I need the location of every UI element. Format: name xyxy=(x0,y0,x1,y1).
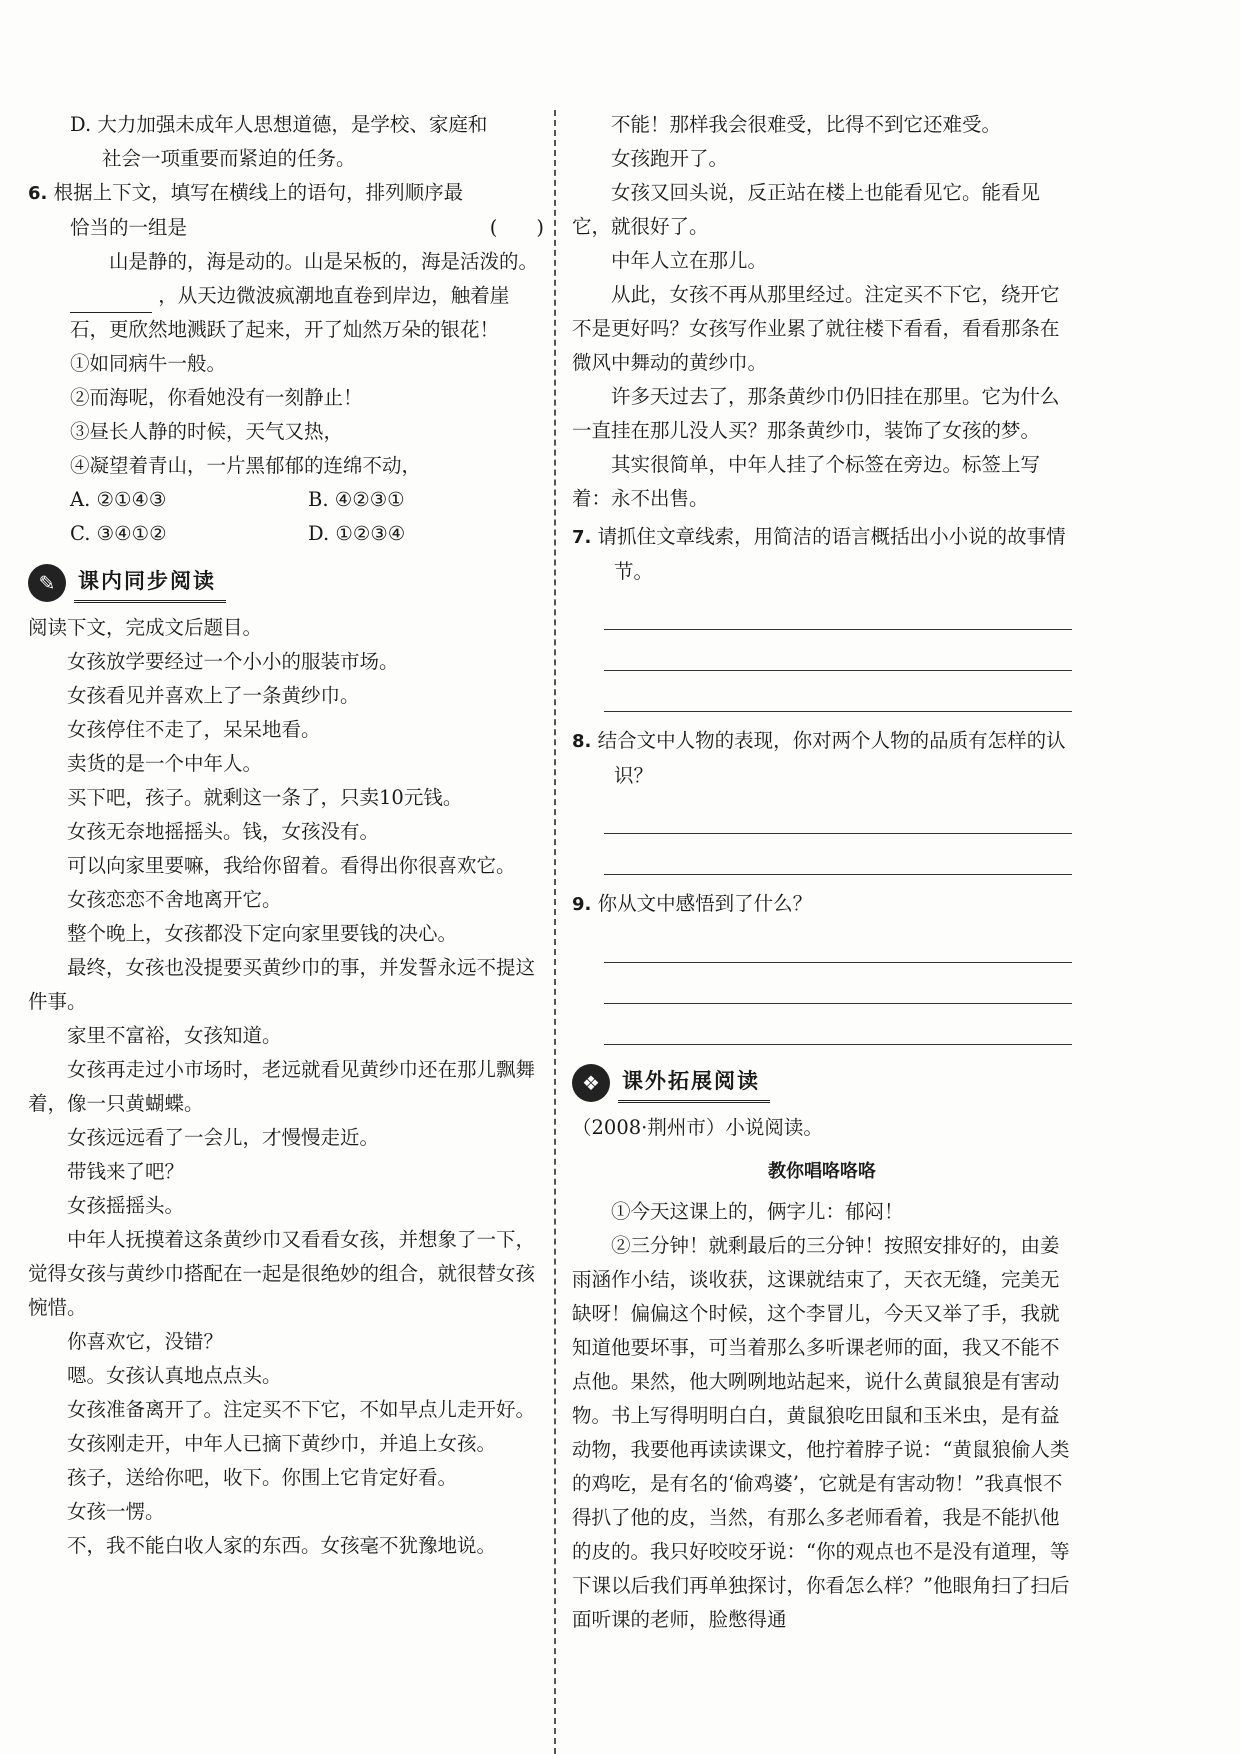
story-paragraph: 不能！那样我会很难受，比得不到它还难受。 xyxy=(611,113,1002,136)
story-paragraph: 中年人立在那儿。 xyxy=(611,249,768,272)
story-paragraph: 女孩看见并喜欢上了一条黄纱巾。 xyxy=(67,684,360,707)
story-paragraph: 女孩刚走开，中年人已摘下黄纱巾，并追上女孩。 xyxy=(67,1432,497,1455)
story-paragraph: 女孩放学要经过一个小小的服装市场。 xyxy=(67,650,399,673)
answer-paren[interactable]: ( ) xyxy=(489,216,544,239)
book-mascot-icon: ❖ xyxy=(572,1064,610,1102)
story-paragraph: 女孩无奈地摇摇头。钱，女孩没有。 xyxy=(67,820,380,843)
story-paragraph: 中年人抚摸着这条黄纱巾又看看女孩，并想象了一下，觉得女孩与黄纱巾搭配在一起是很绝妙的组合，就很替女孩惋惜。 xyxy=(28,1228,536,1319)
story-paragraph: 女孩跑开了。 xyxy=(611,147,729,170)
story-paragraph: 嗯。女孩认真地点点头。 xyxy=(67,1364,282,1387)
story-paragraph: 女孩一愣。 xyxy=(67,1500,165,1523)
story-paragraph: 女孩停住不走了，呆呆地看。 xyxy=(67,718,321,741)
story-paragraph: 最终，女孩也没提要买黄纱巾的事，并发誓永远不提这件事。 xyxy=(28,956,536,1013)
q6-option-a[interactable]: A. ②①④③ xyxy=(70,488,167,511)
story-paragraph: 孩子，送给你吧，收下。你围上它肯定好看。 xyxy=(67,1466,458,1489)
question-9-number: 9. xyxy=(572,894,592,915)
story-paragraph: 家里不富裕，女孩知道。 xyxy=(67,1024,282,1047)
section-header-in-class xyxy=(28,559,548,607)
option-d-line2: 社会一项重要而紧迫的任务。 xyxy=(102,147,356,170)
story-paragraph: ②三分钟！就剩最后的三分钟！按照安排好的，由姜雨涵作小结，谈收获，这课就结束了，天衣无缝，完美无缺呀！偏偏这个时候，这个李冒儿，今天又举了手，我就知道他要坏事，可当着那么多听课老师的面，我又不能不点他。果然，他大咧咧地站起来，说什么黄鼠狼是有害动物。书上写得明明白白，黄鼠狼吃田鼠和玉米虫，是有益动物，我要他再读读课文，他拧着脖子说：“黄鼠狼偷人类的鸡吃，是有名的‘偷鸡婆’，它就是有害动物！”我真恨不得扒了他的皮，当然，有那么多老师看着，我是不能扒他的皮的。我只好咬咬牙说：“你的观点也不是没有道理，等下课以后我们再单独探讨，你看怎么样？”他眼角扫了扫后面听课的老师，脸憋得通 xyxy=(572,1234,1070,1631)
story-paragraph: 带钱来了吧？ xyxy=(67,1160,185,1183)
story-paragraph: 买下吧，孩子。就剩这一条了，只卖10元钱。 xyxy=(67,786,463,809)
article-title: 教你唱咯咯咯 xyxy=(768,1161,876,1182)
question-8 xyxy=(572,724,1072,793)
story-text-continued xyxy=(572,108,1072,516)
story-paragraph: 女孩远远看了一会儿，才慢慢走近。 xyxy=(67,1126,380,1149)
story-paragraph: 女孩准备离开了。注定买不下它，不如早点儿走开好。 xyxy=(67,1398,536,1421)
question-7-number: 7. xyxy=(572,527,592,548)
answer-line[interactable] xyxy=(604,589,1072,630)
q6-options-row-1 xyxy=(28,483,548,517)
story-paragraph: 女孩摇摇头。 xyxy=(67,1194,185,1217)
q6-option-b[interactable]: B. ④②③① xyxy=(308,488,405,511)
section-header-extended xyxy=(572,1059,1072,1107)
passage-part1: 山是静的，海是动的。山是呆板的，海是活泼的。 xyxy=(109,250,539,273)
q6-option-d[interactable]: D. ①②③④ xyxy=(308,522,406,545)
story-paragraph: ①今天这课上的，俩字儿：郁闷！ xyxy=(611,1200,904,1223)
story-paragraph: 女孩又回头说，反正站在楼上也能看见它。能看见它，就很好了。 xyxy=(572,181,1041,238)
question-6 xyxy=(28,176,548,211)
question-7-text: 请抓住文章线索，用简洁的语言概括出小小说的故事情节。 xyxy=(597,525,1066,583)
answer-line[interactable] xyxy=(604,793,1072,834)
story-text xyxy=(28,645,548,1563)
story-paragraph: 许多天过去了，那条黄纱巾仍旧挂在那里。它为什么一直挂在那儿没人买？那条黄纱巾，装饰了女孩的梦。 xyxy=(572,385,1060,442)
question-9 xyxy=(572,887,1072,922)
answer-line[interactable] xyxy=(604,630,1072,671)
passage-part2: ，从天边微波疯潮地直卷到岸边，触着崖石，更欣然地溅跃了起来，开了灿然万朵的银花！ xyxy=(70,284,510,341)
story-paragraph: 你喜欢它，没错？ xyxy=(67,1330,224,1353)
fill-blank[interactable] xyxy=(70,290,152,313)
question-6-text-line1: 根据上下文，填写在横线上的语句，排列顺序最 xyxy=(53,181,464,204)
story-paragraph: 卖货的是一个中年人。 xyxy=(67,752,263,775)
story-paragraph: 其实很简单，中年人挂了个标签在旁边。标签上写着：永不出售。 xyxy=(572,453,1041,510)
reading-intro: 阅读下文，完成文后题目。 xyxy=(28,616,263,639)
reading-mascot-icon: ✎ xyxy=(28,564,66,602)
right-column xyxy=(572,108,1072,1637)
story-paragraph: 可以向家里要嘛，我给你留着。看得出你很喜欢它。 xyxy=(67,854,516,877)
option-d-line1: D. 大力加强未成年人思想道德，是学校、家庭和 xyxy=(70,113,488,136)
section-title: 课外拓展阅读 xyxy=(618,1064,770,1103)
story-paragraph: 女孩恋恋不舍地离开它。 xyxy=(67,888,282,911)
q6-option-c[interactable]: C. ③④①② xyxy=(70,522,167,545)
question-6-text-line2: 恰当的一组是 xyxy=(70,216,188,239)
q6-item: ③昼长人静的时候，天气又热， xyxy=(70,420,344,443)
section-title: 课内同步阅读 xyxy=(74,564,226,603)
article-text xyxy=(572,1195,1072,1637)
q6-item: ①如同病牛一般。 xyxy=(70,352,227,375)
answer-line[interactable] xyxy=(604,963,1072,1004)
question-6-line2 xyxy=(28,211,548,245)
question-9-text: 你从文中感悟到了什么？ xyxy=(597,892,813,915)
question-8-text: 结合文中人物的表现，你对两个人物的品质有怎样的认识？ xyxy=(597,729,1066,787)
question-8-number: 8. xyxy=(572,731,592,752)
source-line: （2008·荆州市）小说阅读。 xyxy=(572,1116,823,1139)
answer-line[interactable] xyxy=(604,1004,1072,1045)
answer-line[interactable] xyxy=(604,834,1072,875)
story-paragraph: 女孩再走过小市场时，老远就看见黄纱巾还在那儿飘舞着，像一只黄蝴蝶。 xyxy=(28,1058,536,1115)
question-6-number: 6. xyxy=(28,183,48,204)
question-7 xyxy=(572,520,1072,589)
q6-item: ④凝望着青山，一片黑郁郁的连绵不动， xyxy=(70,454,422,477)
column-divider xyxy=(554,110,556,1754)
q6-options-row-2 xyxy=(28,517,548,551)
story-paragraph: 不，我不能白收人家的东西。女孩毫不犹豫地说。 xyxy=(67,1534,497,1557)
story-paragraph: 从此，女孩不再从那里经过。注定买不下它，绕开它不是更好吗？女孩写作业累了就往楼下看看，看看那条在微风中舞动的黄纱巾。 xyxy=(572,283,1060,374)
story-paragraph: 整个晚上，女孩都没下定向家里要钱的决心。 xyxy=(67,922,458,945)
answer-line[interactable] xyxy=(604,922,1072,963)
answer-line[interactable] xyxy=(604,671,1072,712)
q6-item: ②而海呢，你看她没有一刻静止！ xyxy=(70,386,363,409)
left-column xyxy=(28,108,548,1563)
question-6-passage xyxy=(28,245,548,347)
